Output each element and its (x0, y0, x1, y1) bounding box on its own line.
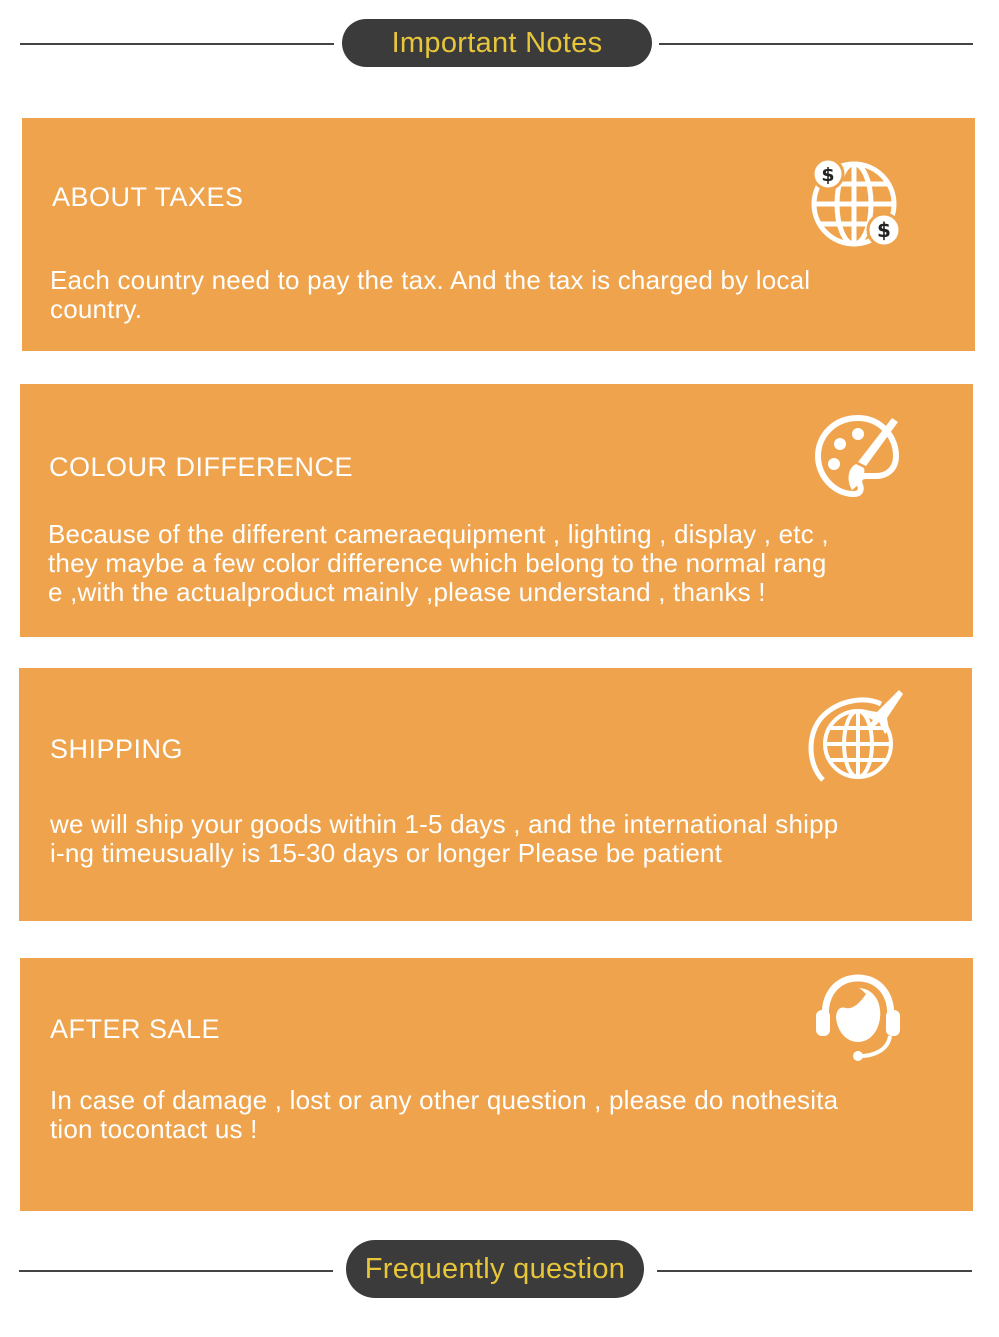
note-card-after-sale (20, 958, 973, 1211)
note-title: ABOUT TAXES (52, 182, 244, 212)
note-card-colour (20, 384, 973, 637)
note-body: In case of damage , lost or any other question , please do nothesita tion tocontact us ! (50, 1085, 839, 1144)
note-body: we will ship your goods within 1-5 days , and the international shipp i-ng timeusually is 15-30 days or longer Please be patient (50, 809, 839, 868)
section-title: Important Notes (391, 26, 603, 59)
divider-line-left (19, 1270, 333, 1272)
svg-text:$: $ (821, 164, 835, 186)
note-card-taxes (22, 118, 975, 351)
header-divider (0, 0, 999, 80)
footer-divider (0, 1230, 999, 1310)
section-title-pill (342, 19, 652, 67)
note-card-shipping (19, 668, 972, 921)
section-title: Frequently question (364, 1252, 626, 1285)
divider-line-left (20, 43, 334, 45)
note-body: Because of the different cameraequipment , lighting , display , etc , they maybe a few color difference which belong to the normal rang e ,with the actualproduct mainly ,please understand , thanks ! (48, 519, 829, 607)
note-title: SHIPPING (50, 734, 184, 764)
globe-airplane-icon (805, 686, 905, 786)
note-title: AFTER SALE (50, 1014, 221, 1044)
note-body: Each country need to pay the tax. And the tax is charged by local country. (50, 265, 811, 324)
section-title-pill (346, 1240, 644, 1298)
globe-dollar-icon (806, 154, 906, 254)
svg-text:$: $ (877, 218, 891, 242)
divider-line-right (659, 43, 973, 45)
divider-line-right (657, 1270, 972, 1272)
palette-brush-icon (812, 410, 904, 502)
headset-support-icon (810, 970, 906, 1066)
note-title: COLOUR DIFFERENCE (49, 452, 354, 482)
